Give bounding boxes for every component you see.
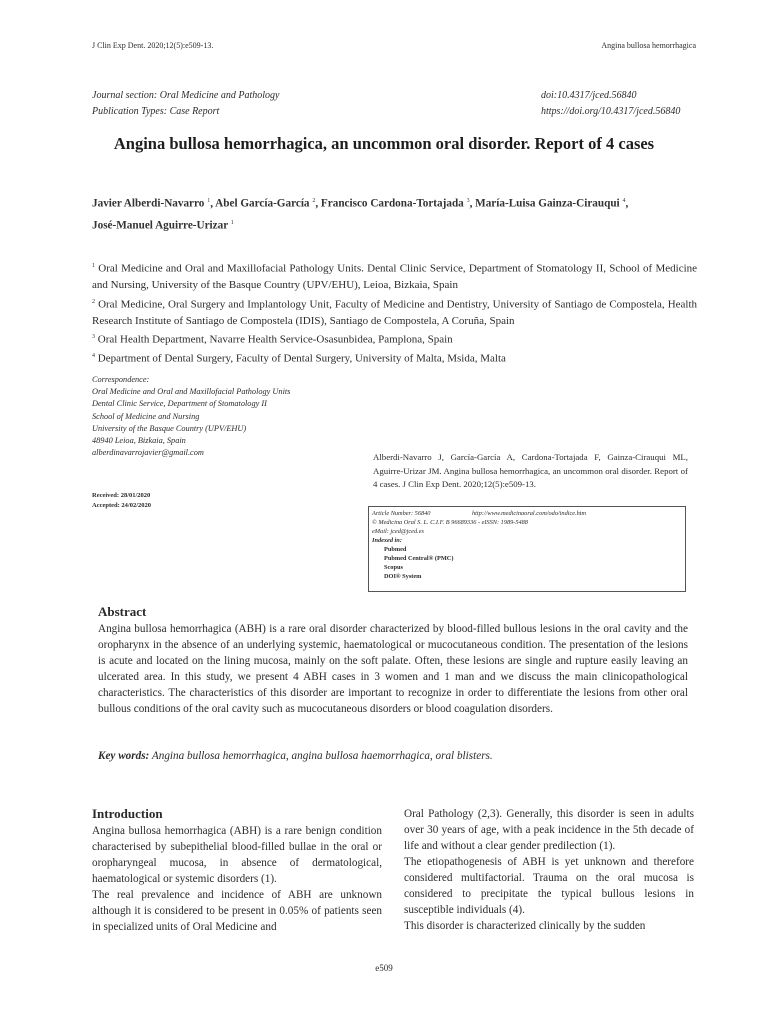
- body-paragraph: Angina bullosa hemorrhagica (ABH) is a rare benign condition characterised by subepithelial blood-filled bullae in the oral or oropharyngeal mucosa, in absence of dermatological, haematological or systemic disorders (1).: [92, 825, 382, 885]
- article-title: Angina bullosa hemorrhagica, an uncommon oral disorder. Report of 4 cases: [113, 134, 655, 153]
- body-paragraph: Oral Pathology (2,3). Generally, this disorder is seen in adults over 30 years of age, with a peak incidence in the 5th decade of life and without a clear gender predilection (1).: [404, 808, 694, 852]
- author-affiliation-sup: 3: [466, 198, 470, 204]
- correspondence-line: University of the Basque Country (UPV/EHU): [92, 423, 247, 433]
- affiliation-item: $^3$ Oral Health Department, Navarre Health Service-Osasunbidea, Pamplona, Spain: [92, 333, 453, 346]
- page-number: e509: [375, 963, 393, 973]
- abstract-heading: Abstract: [98, 604, 147, 619]
- citation-text: Alberdi-Navarro J, García-García A, Cardona-Tortajada F, Gainza-Cirauqui ML, Aguirre-Urizar JM. Angina bullosa hemorrhagica, an uncommon oral disorder. Report of 4 cases. J Clin Exp Dent. 2020;12(5):e509-13.: [373, 452, 688, 490]
- received-date: Received: 28/01/2020: [92, 492, 151, 499]
- author-name: Abel García-García: [215, 197, 310, 210]
- indexed-item: Pubmed Central® (PMC): [384, 555, 454, 562]
- correspondence-line: Dental Clinic Service, Department of Stomatology II: [92, 399, 267, 409]
- body-paragraph: The etiopathogenesis of ABH is yet unknown and therefore considered multifactorial. Trauma on the oral mucosa is considered to precipitate the typical bullous lesions in susceptible individuals (4).: [404, 856, 694, 916]
- affiliation-item: $^1$ Oral Medicine and Oral and Maxillofacial Pathology Units. Dental Clinic Service, Department of Stomatology II, School of Medicine and Nursing, University of the Basque Country (UPV/EHU), Leioa, Bizkaia, Spain: [92, 262, 698, 292]
- keywords-label: Key words:: [98, 750, 150, 762]
- author-name: Javier Alberdi-Navarro: [92, 197, 205, 210]
- journal-email[interactable]: eMail: jced@jced.es: [372, 528, 424, 535]
- author-list: Javier Alberdi-Navarro $^1$, Abel García-García $^2$, Francisco Cardona-Tortajada $^3$, María-Luisa Gainza-Cirauqui $^4$, José-Manuel Aguirre-Urizar $^1$: [92, 197, 629, 232]
- author-affiliation-sup: 1: [230, 219, 234, 226]
- introduction-heading: Introduction: [92, 806, 163, 821]
- author-affiliation-sup: 4: [622, 198, 626, 204]
- indexed-item: Scopus: [384, 564, 403, 571]
- author-name: Francisco Cardona-Tortajada: [320, 197, 464, 210]
- keywords: [98, 748, 688, 764]
- affiliations: [92, 258, 697, 368]
- correspondence-line: 48940 Leioa, Bizkaia, Spain: [92, 436, 186, 446]
- article-number: Article Number: 56840: [372, 510, 431, 517]
- body-paragraph: The real prevalence and incidence of ABH are unknown although it is considered to be present in 0.05% of patients seen in specialized units of Oral Medicine and: [92, 889, 382, 933]
- indexed-item: Pubmed: [384, 546, 407, 553]
- author-name: María-Luisa Gainza-Cirauqui: [475, 197, 620, 210]
- indexed-label: Indexed in:: [372, 537, 402, 544]
- copyright-line: © Medicina Oral S. L. C.I.F. B 96689336 - eISSN: 1989-5488: [372, 519, 528, 526]
- author-affiliation-sup: 1: [207, 198, 211, 204]
- doi-text: doi:10.4317/jced.56840: [541, 90, 637, 101]
- correspondence-block: [92, 374, 290, 459]
- accepted-date: Accepted: 24/02/2020: [92, 501, 152, 509]
- author-affiliation-sup: 2: [312, 198, 316, 204]
- correspondence-line: Oral Medicine and Oral and Maxillofacial Pathology Units: [92, 387, 291, 397]
- journal-url[interactable]: http://www.medicinaoral.com/odo/indice.htm: [472, 510, 587, 517]
- correspondence-line: School of Medicine and Nursing: [92, 411, 200, 421]
- doi-url[interactable]: https://doi.org/10.4317/jced.56840: [541, 106, 681, 117]
- abstract-text: Angina bullosa hemorrhagica (ABH) is a rare oral disorder characterized by blood-filled bullous lesions in the oral cavity and the oropharynx in the absence of an underlying systemic, haematological or mucocutaneous condition. The presentation of the lesions is acute and located on the lining mucosa, mainly on the soft palate. Often, these lesions are single and rupture easily leaving an ulcerated area. In this study, we present 4 ABH cases in 3 women and 1 man and we discuss the main clinicopathological characteristics. The characteristics of this disorder are important to recognize in order to differentiate the lesions from other oral bullous conditions of the oral cavity such as mucocutaneous disorders or blood coagulation disorders.: [98, 623, 688, 715]
- dates-block: [92, 491, 151, 510]
- indexed-item: DOI® System: [384, 573, 422, 580]
- intro-column-right: [404, 806, 694, 934]
- affiliation-item: $^4$ Department of Dental Surgery, Faculty of Dental Surgery, University of Malta, Msida, Malta: [92, 353, 506, 366]
- author-name: José-Manuel Aguirre-Urizar: [92, 219, 228, 232]
- article-info-box: [368, 506, 686, 592]
- running-header-left: J Clin Exp Dent. 2020;12(5):e509-13.: [92, 41, 214, 50]
- doi-block: [541, 88, 680, 120]
- journal-info: [92, 88, 279, 120]
- article-number-row: [372, 509, 685, 518]
- running-header-right: Angina bullosa hemorrhagica: [601, 41, 696, 50]
- journal-section: Journal section: Oral Medicine and Pathology: [92, 90, 280, 101]
- intro-column-left: [92, 805, 382, 935]
- affiliation-item: $^2$ Oral Medicine, Oral Surgery and Implantology Unit, Faculty of Medicine and Dentistry, University of Santiago de Compostela, Health Research Institute of Santiago de Compostela (IDIS), Santiago de Compostela, A Coruña, Spain: [92, 298, 698, 327]
- abstract-section: [98, 603, 688, 717]
- publication-type: Publication Types: Case Report: [92, 106, 220, 117]
- keywords-text: Angina bullosa hemorrhagica, angina bullosa haemorrhagica, oral blisters.: [151, 750, 493, 762]
- correspondence-email[interactable]: alberdinavarrojavier@gmail.com: [92, 448, 204, 458]
- body-paragraph: This disorder is characterized clinically by the sudden: [404, 920, 646, 932]
- correspondence-label: Correspondence:: [92, 375, 150, 384]
